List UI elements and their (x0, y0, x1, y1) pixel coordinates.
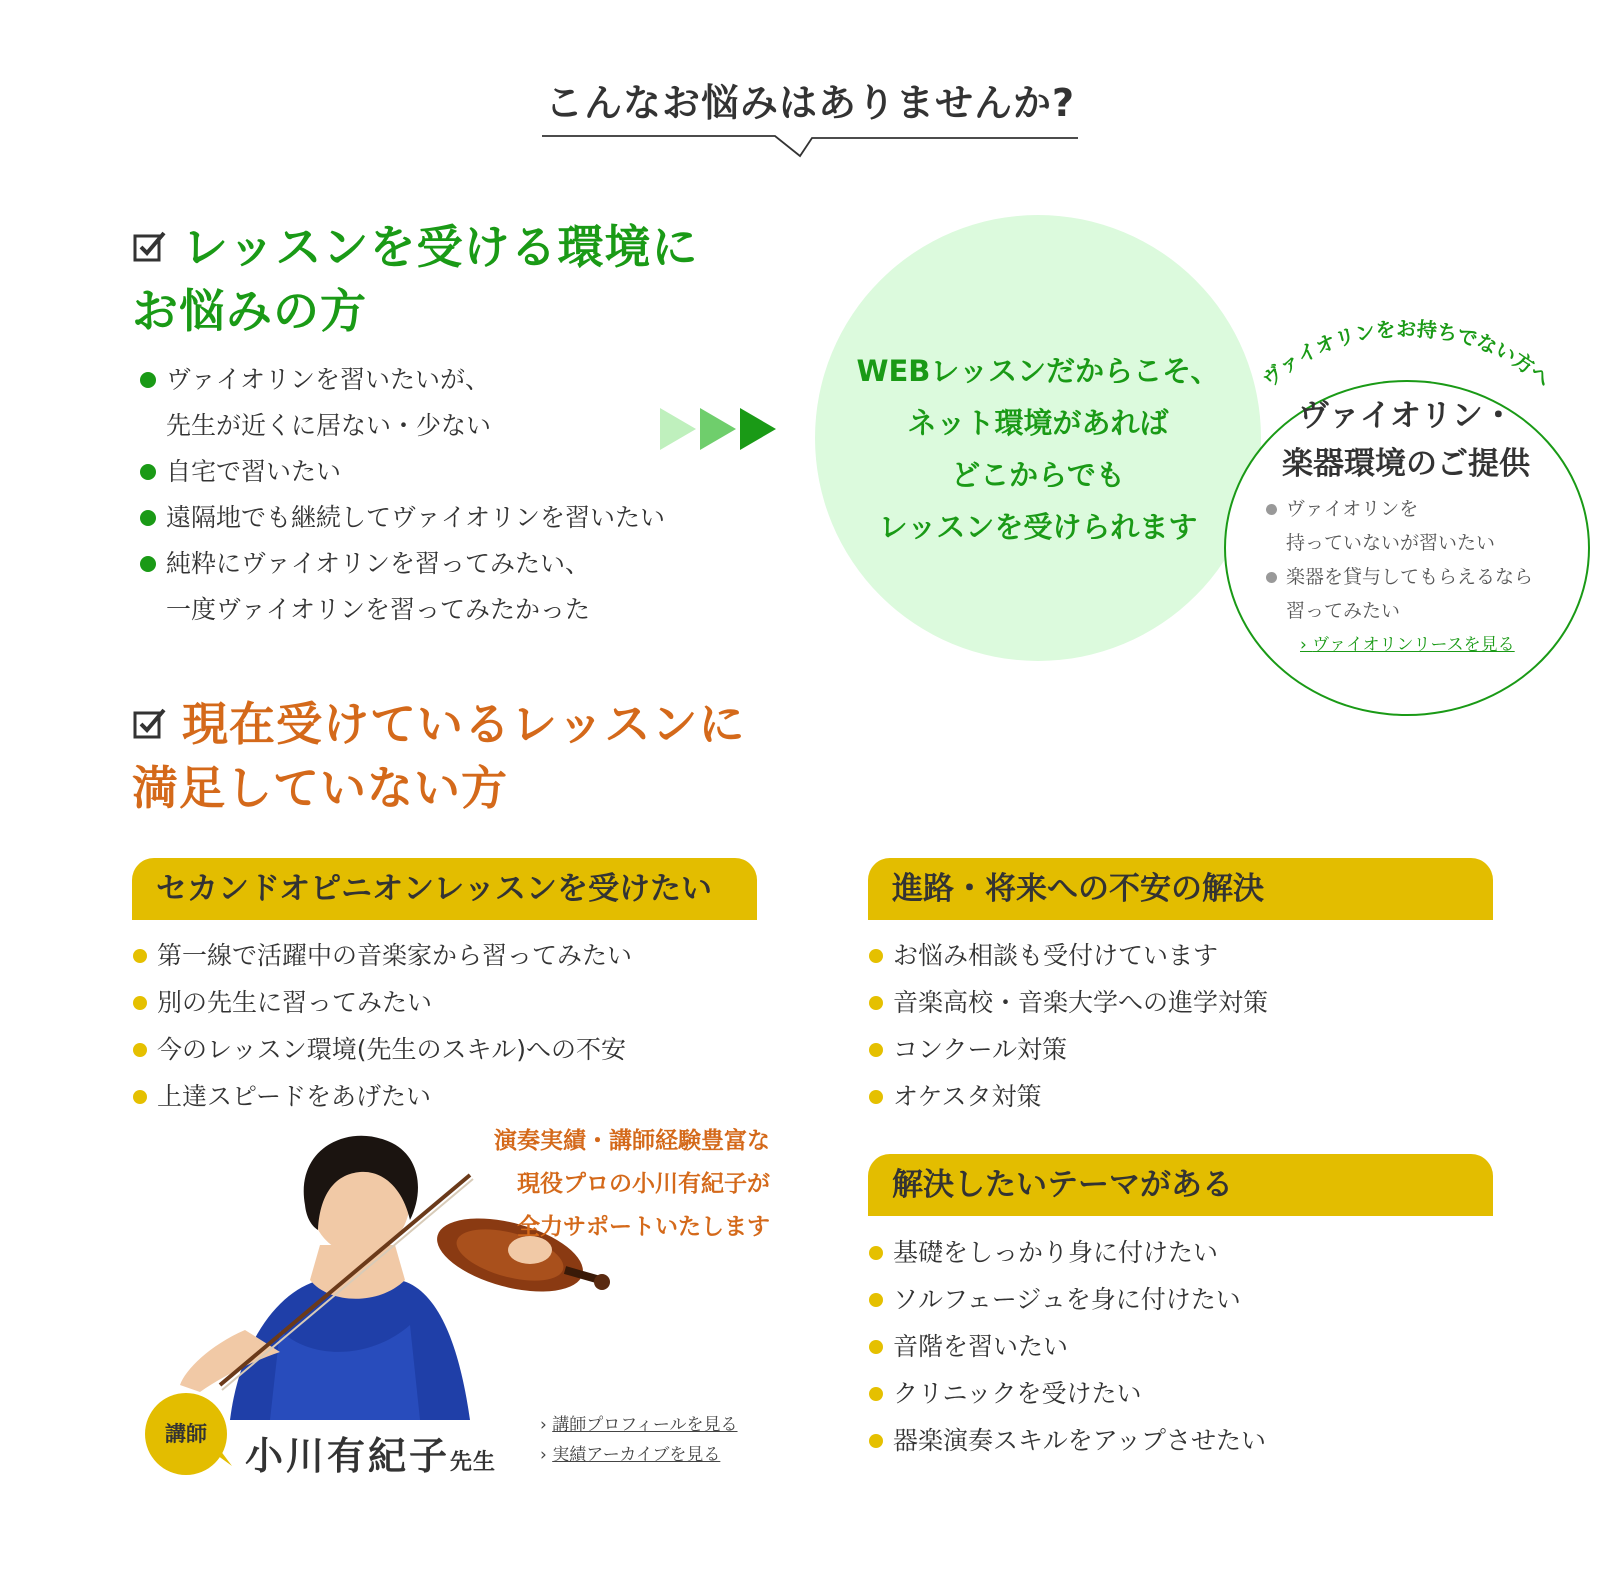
list-item: クリニックを受けたい (869, 1370, 1266, 1417)
list-item: 器楽演奏スキルをアップさせたい (869, 1417, 1266, 1464)
checkbox-check-icon (132, 704, 168, 740)
bullet-dot-icon (133, 1043, 147, 1057)
section2-title-line1: 現在受けているレッスンに (182, 697, 746, 751)
violin-lease-link[interactable]: › ヴァイオリンリースを見る (1300, 635, 1515, 655)
triple-arrow-icon (660, 408, 778, 450)
section1-heading (132, 215, 699, 343)
web-lesson-text: WEBレッスンだからこそ、 ネット環境があれば どこからでも レッスンを受けられます (856, 354, 1220, 544)
bullet-dot-icon (140, 556, 156, 572)
career-list (869, 932, 1268, 1120)
bullet-dot-icon (869, 1090, 883, 1104)
list-item: 純粋にヴァイオリンを習ってみたい、 一度ヴァイオリンを習ってみたかった (138, 541, 665, 633)
themes-list (869, 1229, 1266, 1464)
teacher-name: 小川有紀子先生 (245, 1434, 497, 1478)
list-item: お悩み相談も受付けています (869, 932, 1268, 979)
bullet-dot-icon (869, 949, 883, 963)
section2-title-line2: 満足していない方 (132, 761, 508, 815)
chevron-right-icon: › (1300, 635, 1313, 655)
list-item: ソルフェージュを身に付けたい (869, 1276, 1266, 1323)
list-item: 第一線で活躍中の音楽家から習ってみたい (133, 932, 632, 979)
themes-heading: 解決したいテーマがある (868, 1154, 1493, 1216)
list-item: ヴァイオリンを 持っていないが習いたい (1266, 492, 1533, 560)
list-item: 楽器を貸与してもらえるなら 習ってみたい (1266, 560, 1533, 628)
violin-offer-title: ヴァイオリン・ 楽器環境のご提供 (1282, 398, 1530, 482)
career-heading: 進路・将来への不安の解決 (868, 858, 1493, 920)
archive-link[interactable]: › 実績アーカイブを見る (540, 1445, 721, 1465)
bullet-dot-icon (869, 1043, 883, 1057)
section1-title-line1: レッスンを受ける環境に (182, 220, 699, 274)
bullet-dot-icon (133, 949, 147, 963)
second-opinion-heading: セカンドオピニオンレッスンを受けたい (132, 858, 757, 920)
list-item: 音階を習いたい (869, 1323, 1266, 1370)
teacher-badge: 講師 (145, 1393, 227, 1475)
bullet-dot-icon (140, 510, 156, 526)
teacher-links (540, 1410, 738, 1470)
bullet-dot-icon (1266, 504, 1277, 515)
list-item: ヴァイオリンを習いたいが、 先生が近くに居ない・少ない (138, 357, 665, 449)
bullet-dot-icon (869, 1387, 883, 1401)
list-item: 今のレッスン環境(先生のスキル)への不安 (133, 1026, 632, 1073)
list-item: 音楽高校・音楽大学への進学対策 (869, 979, 1268, 1026)
list-item: 自宅で習いたい (138, 449, 665, 495)
chevron-right-icon: › (540, 1445, 553, 1465)
bullet-dot-icon (140, 372, 156, 388)
bullet-dot-icon (869, 996, 883, 1010)
bullet-dot-icon (869, 1340, 883, 1354)
chevron-right-icon: › (540, 1415, 553, 1435)
section1-list (138, 357, 665, 633)
violin-offer-list (1266, 492, 1533, 628)
list-item: 別の先生に習ってみたい (133, 979, 632, 1026)
list-item: 遠隔地でも継続してヴァイオリンを習いたい (138, 495, 665, 541)
bullet-dot-icon (869, 1434, 883, 1448)
teacher-profile-link[interactable]: › 講師プロフィールを見る (540, 1415, 738, 1435)
page-title: こんなお悩みはありませんか? (544, 81, 1076, 125)
section1-title-line2: お悩みの方 (132, 284, 367, 338)
section2-heading (132, 692, 746, 820)
checkbox-check-icon (132, 227, 168, 263)
teacher-support-text: 演奏実績・講師経験豊富な 現役プロの小川有紀子が 全力サポートいたします (494, 1128, 770, 1240)
bullet-dot-icon (133, 1090, 147, 1104)
speech-tail-icon (210, 1450, 232, 1468)
bullet-dot-icon (1266, 572, 1277, 583)
second-opinion-list (133, 932, 632, 1120)
list-item: コンクール対策 (869, 1026, 1268, 1073)
bullet-dot-icon (140, 464, 156, 480)
bullet-dot-icon (869, 1293, 883, 1307)
svg-text:ヴァイオリンをお持ちでない方へ: ヴァイオリンをお持ちでない方へ (1257, 316, 1556, 392)
list-item: 基礎をしっかり身に付けたい (869, 1229, 1266, 1276)
title-underline-decoration (540, 128, 1080, 160)
list-item: 上達スピードをあげたい (133, 1073, 632, 1120)
list-item: オケスタ対策 (869, 1073, 1268, 1120)
bullet-dot-icon (133, 996, 147, 1010)
bullet-dot-icon (869, 1246, 883, 1260)
